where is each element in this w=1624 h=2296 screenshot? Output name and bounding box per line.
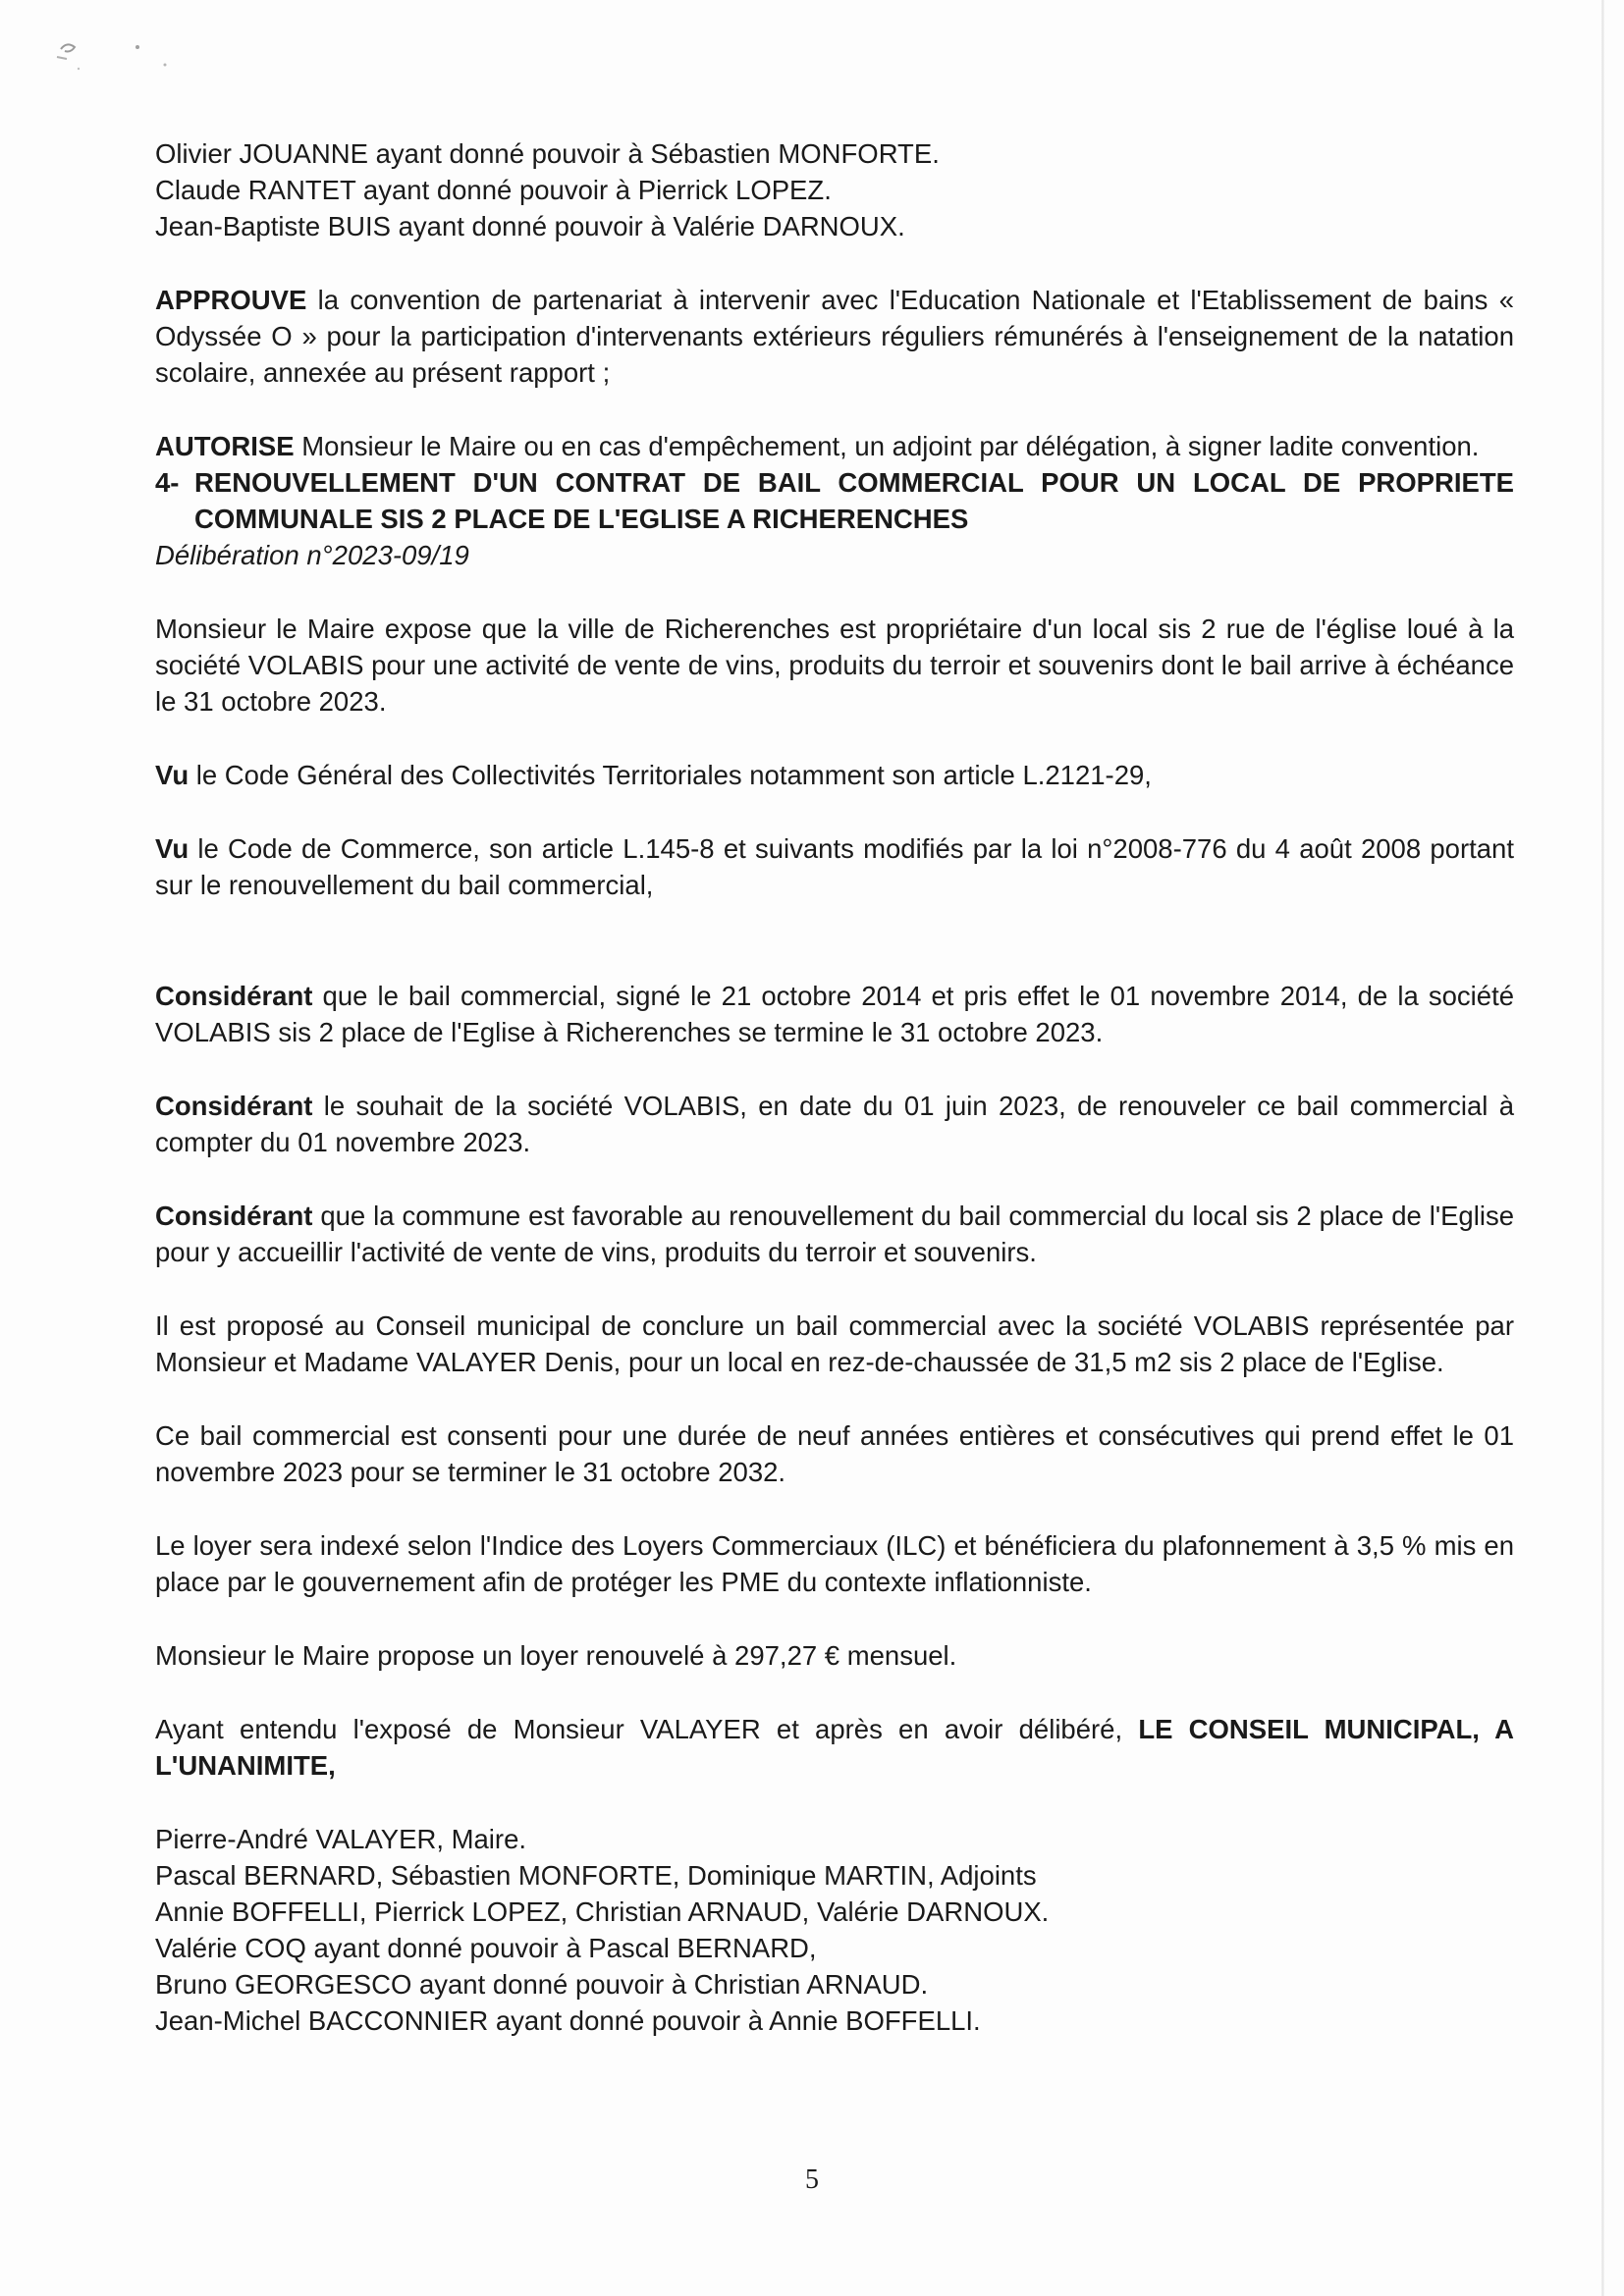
considerant-keyword: Considérant (155, 981, 313, 1011)
section-title: RENOUVELLEMENT D'UN CONTRAT DE BAIL COMMERCIAL POUR UN LOCAL DE PROPRIETE COMMUNALE SIS 2 PLACE DE L'EGLISE A RICHERENCHES (194, 467, 1514, 534)
considerant-keyword: Considérant (155, 1201, 313, 1231)
approuve-keyword: APPROUVE (155, 285, 307, 315)
vu-paragraph-1 (155, 757, 1514, 793)
approuve-text: la convention de partenariat à intervenir avec l'Education Nationale et l'Etablissement de bains « Odyssée O » pour la participation d'intervenants extérieurs réguliers rémunérés à l'enseignement de la natation scolaire, annexée au présent rapport ; (155, 285, 1514, 388)
bottom-attendee-list (155, 1821, 1514, 2039)
considerant-text: que la commune est favorable au renouvellement du bail commercial du local sis 2 place de l'Eglise pour y accueillir l'activité de vente de vins, produits du terroir et souvenirs. (155, 1201, 1514, 1267)
council-decision-text: Ayant entendu l'exposé de Monsieur VALAYER et après en avoir délibéré, (155, 1714, 1139, 1744)
rent-amount-paragraph: Monsieur le Maire propose un loyer renouvelé à 297,27 € mensuel. (155, 1640, 957, 1671)
vu-text: le Code de Commerce, son article L.145-8 et suivants modifiés par la loi n°2008-776 du 4 août 2008 portant sur le renouvellement du bail commercial, (155, 833, 1514, 900)
attendee-line: Bruno GEORGESCO ayant donné pouvoir à Christian ARNAUD. (155, 1969, 929, 2000)
document-body (155, 135, 1514, 2039)
considerant-paragraph-1 (155, 978, 1514, 1050)
vu-paragraph-2 (155, 830, 1514, 903)
approuve-paragraph (155, 282, 1514, 391)
attendee-line: Pascal BERNARD, Sébastien MONFORTE, Dominique MARTIN, Adjoints (155, 1860, 1037, 1891)
attendee-line: Valérie COQ ayant donné pouvoir à Pascal BERNARD, (155, 1933, 817, 1963)
top-proxy-list (155, 135, 1514, 244)
proxy-line: Jean-Baptiste BUIS ayant donné pouvoir à Valérie DARNOUX. (155, 211, 905, 241)
page-number: 5 (805, 2164, 819, 2195)
proxy-line: Olivier JOUANNE ayant donné pouvoir à Sébastien MONFORTE. (155, 138, 940, 169)
scan-edge-shadow (1601, 0, 1604, 2296)
considerant-paragraph-2 (155, 1088, 1514, 1160)
section-heading (155, 464, 1514, 537)
rent-index-paragraph: Le loyer sera indexé selon l'Indice des Loyers Commerciaux (ILC) et bénéficiera du plafonnement à 3,5 % mis en place par le gouvernement afin de protéger les PME du contexte inflationniste. (155, 1530, 1514, 1597)
considerant-text: le souhait de la société VOLABIS, en date du 01 juin 2023, de renouveler ce bail commercial à compter du 01 novembre 2023. (155, 1091, 1514, 1157)
considerant-text: que le bail commercial, signé le 21 octobre 2014 et pris effet le 01 novembre 2014, de la société VOLABIS sis 2 place de l'Eglise à Richerenches se termine le 31 octobre 2023. (155, 981, 1514, 1047)
council-decision-bold: LE CONSEIL MUNICIPAL, A L'UNANIMITE, (155, 1714, 1514, 1781)
autorise-keyword: AUTORISE (155, 431, 295, 461)
vu-keyword: Vu (155, 833, 189, 864)
autorise-text: Monsieur le Maire ou en cas d'empêchement, un adjoint par délégation, à signer ladite convention. (294, 431, 1480, 461)
council-decision-paragraph (155, 1711, 1514, 1784)
section-number: 4- (155, 467, 180, 498)
deliberation-number: Délibération n°2023-09/19 (155, 540, 469, 570)
considerant-paragraph-3 (155, 1198, 1514, 1270)
considerant-keyword: Considérant (155, 1091, 313, 1121)
attendee-line: Annie BOFFELLI, Pierrick LOPEZ, Christian ARNAUD, Valérie DARNOUX. (155, 1896, 1050, 1927)
attendee-line: Jean-Michel BACCONNIER ayant donné pouvoir à Annie BOFFELLI. (155, 2005, 981, 2036)
duration-paragraph: Ce bail commercial est consenti pour une durée de neuf années entières et consécutives qui prend effet le 01 novembre 2023 pour se terminer le 31 octobre 2032. (155, 1420, 1514, 1487)
attendee-line: Pierre-André VALAYER, Maire. (155, 1824, 527, 1854)
scan-specks (49, 29, 177, 79)
proxy-line: Claude RANTET ayant donné pouvoir à Pierrick LOPEZ. (155, 175, 832, 205)
proposal-paragraph: Il est proposé au Conseil municipal de conclure un bail commercial avec la société VOLABIS représentée par Monsieur et Madame VALAYER Denis, pour un local en rez-de-chaussée de 31,5 m2 sis 2 place de l'Eglise. (155, 1310, 1514, 1377)
vu-text: le Code Général des Collectivités Territoriales notamment son article L.2121-29, (189, 760, 1152, 790)
autorise-paragraph (155, 428, 1514, 464)
vu-keyword: Vu (155, 760, 189, 790)
expose-paragraph: Monsieur le Maire expose que la ville de Richerenches est propriétaire d'un local sis 2 rue de l'église loué à la société VOLABIS pour une activité de vente de vins, produits du terroir et souvenirs dont le bail arrive à échéance le 31 octobre 2023. (155, 614, 1514, 717)
